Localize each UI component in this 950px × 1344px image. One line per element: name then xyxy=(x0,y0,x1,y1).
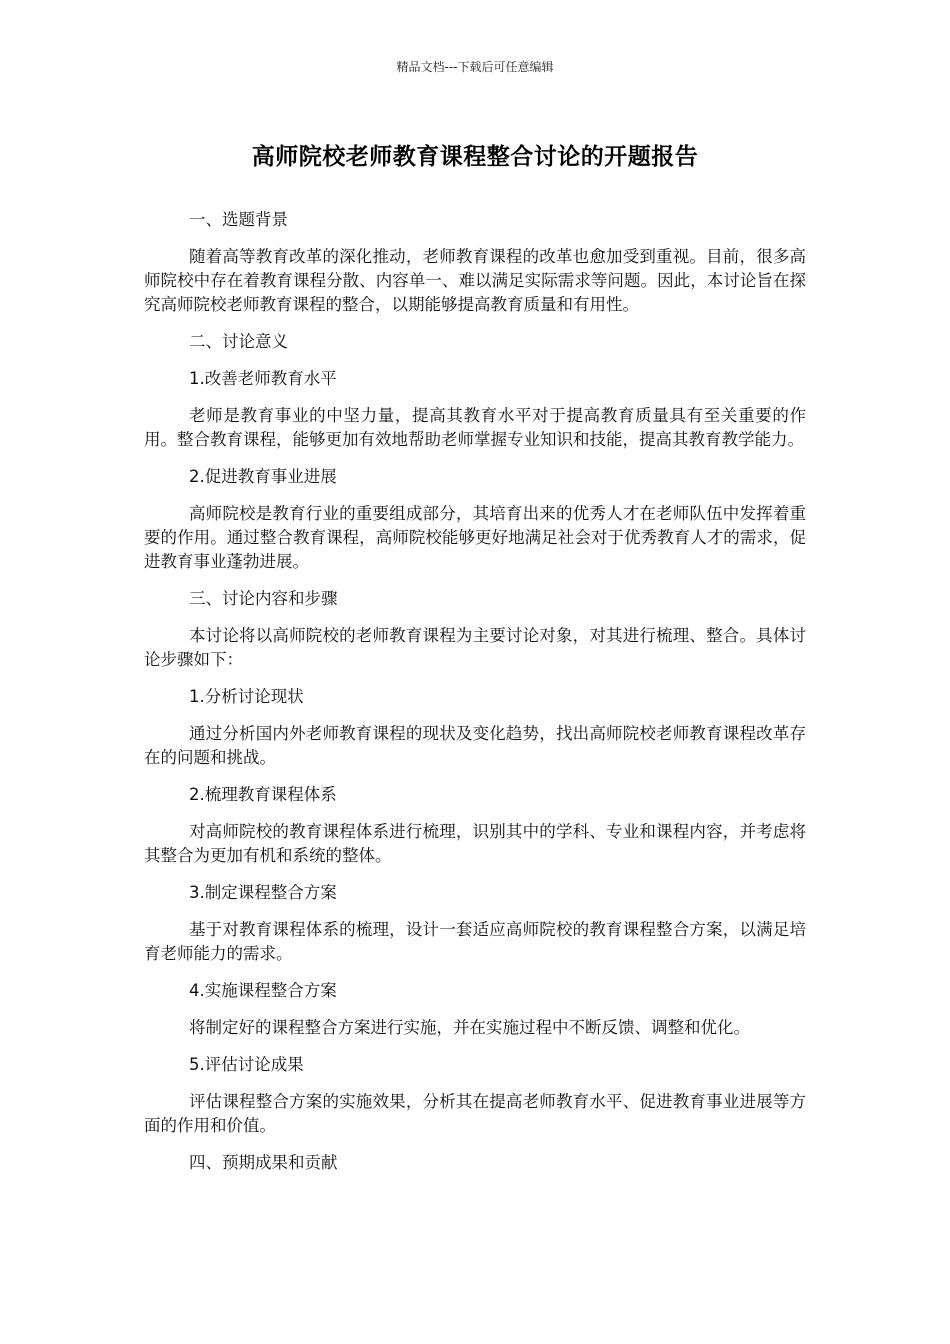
section-heading-significance: 二、讨论意义 xyxy=(189,332,288,351)
section-heading-background: 一、选题背景 xyxy=(189,210,288,229)
subheading-improve-level: 1.改善老师教育水平 xyxy=(189,369,337,388)
section-heading-expected-results: 四、预期成果和贡献 xyxy=(189,1153,338,1172)
subheading-step-1: 1.分析讨论现状 xyxy=(189,687,304,706)
paragraph-step-3: 基于对教育课程体系的梳理，设计一套适应高师院校的教育课程整合方案，以满足培育老师能力的需求。 xyxy=(144,920,806,963)
subheading-promote-development: 2.促进教育事业进展 xyxy=(189,467,337,486)
header-note: 精品文档---下载后可任意编辑 xyxy=(396,60,554,74)
subheading-step-5: 5.评估讨论成果 xyxy=(189,1055,304,1074)
document-body xyxy=(144,208,806,1188)
section-heading-content-steps: 三、讨论内容和步骤 xyxy=(189,589,338,608)
document-title: 高师院校老师教育课程整合讨论的开题报告 xyxy=(251,144,699,170)
subheading-step-2: 2.梳理教育课程体系 xyxy=(189,785,337,804)
subheading-step-4: 4.实施课程整合方案 xyxy=(189,981,337,1000)
paragraph-step-1: 通过分析国内外老师教育课程的现状及变化趋势，找出高师院校老师教育课程改革存在的问题和挑战。 xyxy=(144,724,806,767)
paragraph-step-4: 将制定好的课程整合方案进行实施，并在实施过程中不断反馈、调整和优化。 xyxy=(189,1018,750,1037)
paragraph-step-5: 评估课程整合方案的实施效果，分析其在提高老师教育水平、促进教育事业进展等方面的作用和价值。 xyxy=(144,1092,806,1135)
paragraph-content-steps: 本讨论将以高师院校的老师教育课程为主要讨论对象，对其进行梳理、整合。具体讨论步骤如下： xyxy=(144,626,806,669)
paragraph-promote-development: 高师院校是教育行业的重要组成部分，其培育出来的优秀人才在老师队伍中发挥着重要的作用。通过整合教育课程，高师院校能够更好地满足社会对于优秀教育人才的需求，促进教育事业蓬勃进展。 xyxy=(144,504,806,571)
paragraph-improve-level: 老师是教育事业的中坚力量，提高其教育水平对于提高教育质量具有至关重要的作用。整合教育课程，能够更加有效地帮助老师掌握专业知识和技能，提高其教育教学能力。 xyxy=(144,406,806,449)
paragraph-step-2: 对高师院校的教育课程体系进行梳理，识别其中的学科、专业和课程内容，并考虑将其整合为更加有机和系统的整体。 xyxy=(144,822,806,865)
subheading-step-3: 3.制定课程整合方案 xyxy=(189,883,337,902)
paragraph-background: 随着高等教育改革的深化推动，老师教育课程的改革也愈加受到重视。目前，很多高师院校中存在着教育课程分散、内容单一、难以满足实际需求等问题。因此，本讨论旨在探究高师院校老师教育课程的整合，以期能够提高教育质量和有用性。 xyxy=(144,247,806,314)
